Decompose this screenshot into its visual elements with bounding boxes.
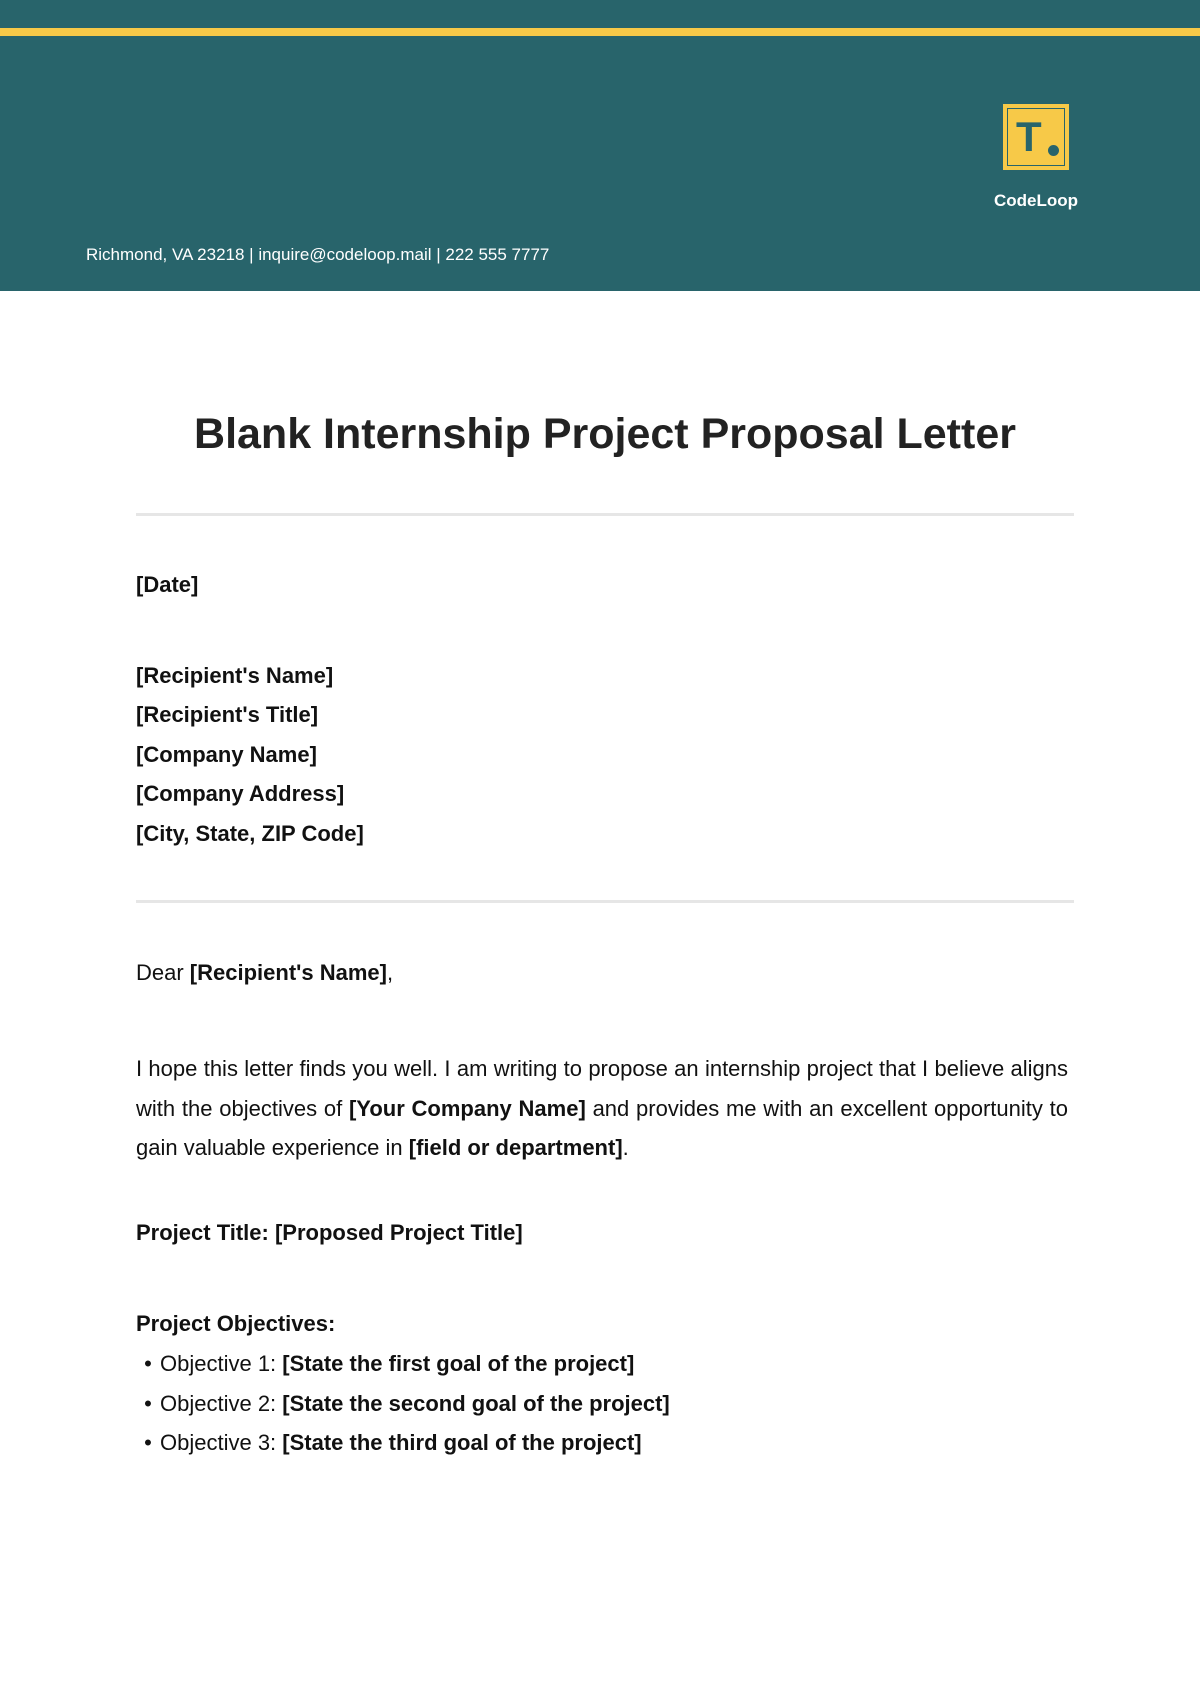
accent-stripe <box>0 28 1200 36</box>
divider <box>136 900 1074 903</box>
date-placeholder: [Date] <box>136 572 199 597</box>
document-title: Blank Internship Project Proposal Letter <box>194 410 1016 458</box>
objective-label: Objective 1: <box>160 1351 283 1376</box>
salutation-name: [Recipient's Name] <box>189 960 387 985</box>
list-item <box>136 1384 670 1424</box>
logo-dot-icon <box>1048 145 1059 156</box>
list-item <box>136 1423 670 1463</box>
objective-text: [State the first goal of the project] <box>282 1351 635 1376</box>
brand-name: CodeLoop <box>993 191 1079 210</box>
company-name: [Company Name] <box>136 742 317 767</box>
objective-label: Objective 3: <box>160 1430 283 1455</box>
intro-text: . <box>622 1135 629 1160</box>
salutation-suffix: , <box>386 960 394 985</box>
intro-text: and provides me with an excellent opportunity to gain valuable experience in <box>136 1095 1068 1160</box>
project-title: Project Title: [Proposed Project Title] <box>136 1220 523 1245</box>
recipient-title: [Recipient's Title] <box>136 702 319 727</box>
divider <box>136 513 1074 516</box>
bullet-icon: • <box>144 1430 152 1455</box>
company-placeholder: [Your Company Name] <box>348 1095 586 1121</box>
company-logo <box>1003 104 1069 170</box>
letterhead-banner <box>0 0 1200 291</box>
salutation <box>136 958 393 988</box>
list-item <box>136 1344 670 1384</box>
objective-text: [State the second goal of the project] <box>282 1390 670 1416</box>
bullet-icon: • <box>144 1351 152 1376</box>
intro-text: I hope this letter finds you well. I am writing to propose an internship project that I believe aligns with the objectives of <box>136 1056 1068 1121</box>
objectives-list <box>136 1344 670 1463</box>
field-placeholder: [field or department] <box>408 1135 623 1160</box>
intro-paragraph <box>136 1049 1068 1168</box>
objectives-heading: Project Objectives: <box>136 1311 336 1336</box>
city-state-zip: [City, State, ZIP Code] <box>136 821 364 846</box>
contact-info: Richmond, VA 23218 | inquire@codeloop.mail | 222 555 7777 <box>86 245 550 264</box>
objective-label: Objective 2: <box>160 1390 283 1416</box>
recipient-name: [Recipient's Name] <box>136 663 334 688</box>
objective-text: [State the third goal of the project] <box>282 1430 642 1455</box>
bullet-icon: • <box>144 1390 152 1416</box>
company-address: [Company Address] <box>136 781 345 806</box>
salutation-prefix: Dear <box>136 960 190 985</box>
logo-letter: T <box>1016 113 1042 160</box>
